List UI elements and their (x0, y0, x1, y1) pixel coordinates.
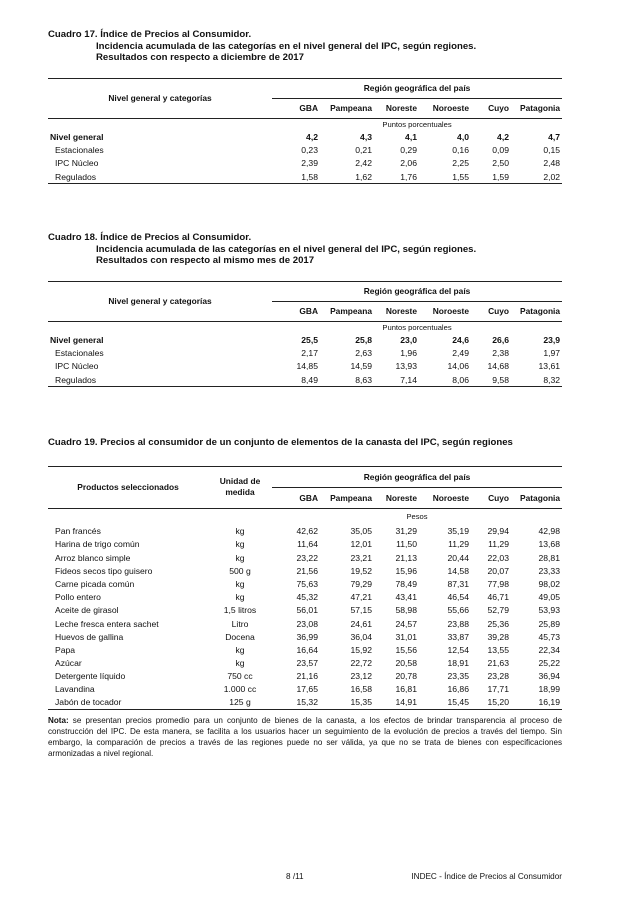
price-cell: 31,29 (395, 526, 417, 537)
price-cell: 33,87 (447, 631, 469, 642)
units-label: Puntos porcentuales (382, 323, 452, 333)
price-cell: 21,63 (487, 658, 509, 669)
cell: 25,5 (301, 335, 318, 346)
table-row (48, 144, 562, 157)
cuadro-17-table (48, 78, 562, 185)
cell: 1,97 (543, 348, 561, 359)
product-label: Fideos secos tipo guisero (55, 565, 153, 576)
price-cell: 20,78 (395, 671, 417, 682)
table-row (48, 334, 562, 347)
table-row (48, 683, 562, 696)
cuadro-18-category-header: Nivel general y categorías (108, 296, 212, 307)
cuadro-18-title-line2: Incidencia acumulada de las categorías en el nivel general del IPC, según regiones. (96, 243, 477, 255)
cell: 4,0 (457, 132, 469, 143)
unit-cell: kg (235, 658, 245, 669)
cell: 2,17 (301, 348, 318, 359)
price-cell: 17,65 (296, 684, 318, 695)
product-label: Arroz blanco simple (55, 552, 131, 563)
price-cell: 12,54 (447, 644, 469, 655)
product-label: Huevos de gallina (55, 631, 124, 642)
region-header-pampeana: Pampeana (330, 103, 372, 114)
table-row (48, 564, 562, 577)
price-cell: 28,81 (538, 552, 560, 563)
table-row (48, 360, 562, 373)
price-cell: 36,94 (538, 671, 560, 682)
cuadro-17-title-line2: Incidencia acumulada de las categorías en el nivel general del IPC, según regiones. (96, 40, 477, 52)
cell: 14,85 (296, 361, 318, 372)
price-cell: 35,19 (447, 526, 469, 537)
region-header-pampeana: Pampeana (330, 492, 372, 503)
table-row (48, 591, 562, 604)
unit-cell: kg (235, 539, 245, 550)
price-cell: 16,86 (447, 684, 469, 695)
unit-cell: 125 g (229, 697, 251, 708)
price-cell: 11,29 (448, 539, 469, 550)
price-cell: 20,58 (395, 658, 417, 669)
product-label: Pollo entero (55, 592, 101, 603)
cuadro-17-category-header: Nivel general y categorías (108, 93, 212, 104)
cell: 2,39 (301, 158, 318, 169)
price-cell: 77,98 (487, 578, 509, 589)
price-cell: 18,91 (447, 658, 469, 669)
price-cell: 52,79 (487, 605, 509, 616)
row-label: Regulados (55, 171, 97, 182)
cell: 2,42 (355, 158, 372, 169)
note-label: Nota: (48, 715, 69, 725)
price-cell: 49,05 (538, 592, 560, 603)
table-row (48, 643, 562, 656)
table-row (48, 373, 562, 387)
cell: 2,06 (400, 158, 417, 169)
row-label: IPC Núcleo (55, 361, 99, 372)
price-cell: 15,56 (395, 644, 417, 655)
region-header-noroeste: Noroeste (432, 306, 469, 317)
note-text: se presentan precios promedio para un conjunto de bienes de la canasta, a los efectos de brindar transparencia al proceso de construcción del IPC. De esta manera, se facilita a los usuarios hacer un seguimiento de la evolución de precios a través del tiempo. Sin embargo, la comparación de precios a través de las regiones puede no ser válida, ya que no se trata de bienes con especificaciones armonizadas a nivel regional. (48, 715, 563, 759)
region-header-noreste: Noreste (385, 103, 417, 114)
unit-cell: Docena (225, 631, 255, 642)
row-label: Estacionales (55, 145, 104, 156)
price-cell: 23,12 (350, 671, 372, 682)
price-cell: 36,04 (350, 631, 372, 642)
cell: 0,21 (355, 145, 372, 156)
cell: 2,38 (492, 348, 509, 359)
cuadro-17-title-line1: Cuadro 17. Índice de Precios al Consumidor. (48, 29, 252, 40)
table-row (48, 577, 562, 590)
cell: 0,29 (400, 145, 417, 156)
price-cell: 16,64 (296, 644, 318, 655)
cell: 8,32 (543, 374, 561, 385)
product-label: Pan francés (55, 526, 101, 537)
price-cell: 18,99 (538, 684, 560, 695)
cell: 4,7 (548, 132, 561, 143)
cell: 8,49 (301, 374, 318, 385)
table-row (48, 131, 562, 144)
cell: 13,61 (538, 361, 561, 372)
unit-cell: 500 g (229, 565, 251, 576)
cell: 2,25 (452, 158, 469, 169)
table-row (48, 157, 562, 170)
product-label: Harina de trigo común (55, 539, 140, 550)
price-cell: 23,88 (447, 618, 469, 629)
price-cell: 23,33 (538, 565, 560, 576)
price-cell: 45,32 (296, 592, 318, 603)
cell: 9,58 (492, 374, 509, 385)
table-row (48, 604, 562, 617)
price-cell: 23,57 (296, 658, 318, 669)
price-cell: 16,58 (350, 684, 372, 695)
region-header-patagonia: Patagonia (520, 306, 561, 317)
table-row (48, 525, 562, 538)
cell: 8,06 (452, 374, 469, 385)
price-cell: 45,73 (538, 631, 560, 642)
price-cell: 21,56 (296, 565, 318, 576)
region-header-noroeste: Noroeste (432, 103, 469, 114)
table-row (48, 538, 562, 551)
price-cell: 42,62 (296, 526, 318, 537)
price-cell: 24,57 (395, 618, 417, 629)
price-cell: 23,08 (296, 618, 318, 629)
cell: 4,2 (497, 132, 509, 143)
price-cell: 78,49 (395, 578, 417, 589)
unit-cell: kg (235, 552, 245, 563)
table-row (48, 551, 562, 564)
cuadro-19-body (48, 525, 562, 710)
cell: 1,76 (400, 171, 417, 182)
cell: 1,55 (452, 171, 469, 182)
cell: 23,9 (543, 335, 561, 346)
price-cell: 75,63 (296, 578, 318, 589)
cell: 14,06 (447, 361, 469, 372)
price-cell: 21,16 (296, 671, 318, 682)
region-header-cuyo: Cuyo (488, 103, 509, 114)
unit-cell: kg (235, 592, 245, 603)
row-label: Nivel general (50, 335, 104, 346)
cell: 2,48 (543, 158, 561, 169)
cell: 0,23 (301, 145, 318, 156)
cell: 2,49 (452, 348, 469, 359)
price-cell: 15,45 (447, 697, 469, 708)
units-label: Puntos porcentuales (382, 120, 452, 130)
product-label: Papa (55, 644, 76, 655)
table-row (48, 670, 562, 683)
price-cell: 13,68 (538, 539, 560, 550)
cuadro-18-table (48, 281, 562, 388)
price-cell: 25,22 (538, 658, 560, 669)
cuadro-18-title-line1: Cuadro 18. Índice de Precios al Consumidor. (48, 232, 252, 243)
unit-cell: kg (235, 578, 245, 589)
region-header-noreste: Noreste (385, 492, 417, 503)
cuadro-19-note (48, 715, 562, 760)
region-header-pampeana: Pampeana (330, 306, 372, 317)
row-label: IPC Núcleo (55, 158, 99, 169)
price-cell: 39,28 (487, 631, 509, 642)
price-cell: 58,98 (395, 605, 417, 616)
cell: 14,59 (350, 361, 372, 372)
table-row (48, 630, 562, 643)
price-cell: 23,35 (447, 671, 469, 682)
unit-cell: kg (235, 526, 245, 537)
price-cell: 15,96 (395, 565, 417, 576)
table-row (48, 656, 562, 669)
footer-source: INDEC - Índice de Precios al Consumidor (411, 872, 562, 881)
price-cell: 15,35 (350, 697, 372, 708)
unit-cell: 1,5 litros (223, 605, 257, 616)
price-cell: 87,31 (447, 578, 469, 589)
price-cell: 46,71 (487, 592, 509, 603)
price-cell: 55,66 (447, 605, 469, 616)
product-label: Aceite de girasol (55, 605, 119, 616)
price-cell: 15,32 (296, 697, 318, 708)
product-label: Azúcar (55, 658, 82, 669)
page-number: 8 /11 (286, 872, 304, 881)
row-label: Estacionales (55, 348, 104, 359)
product-label: Carne picada común (55, 578, 135, 589)
price-cell: 20,44 (447, 552, 469, 563)
price-cell: 56,01 (296, 605, 318, 616)
region-header-gba: GBA (299, 103, 318, 114)
price-cell: 21,13 (395, 552, 417, 563)
price-cell: 23,22 (296, 552, 318, 563)
cell: 26,6 (492, 335, 509, 346)
price-cell: 19,52 (350, 565, 372, 576)
cell: 1,62 (355, 171, 372, 182)
cell: 23,0 (400, 335, 417, 346)
cell: 4,1 (405, 132, 417, 143)
price-cell: 15,92 (350, 644, 372, 655)
product-label: Jabón de tocador (55, 697, 122, 708)
cell: 4,3 (360, 132, 372, 143)
price-cell: 42,98 (538, 526, 560, 537)
price-cell: 11,50 (396, 539, 417, 550)
cell: 25,8 (355, 335, 372, 346)
price-cell: 17,71 (487, 684, 509, 695)
region-header-noreste: Noreste (385, 306, 417, 317)
product-label: Lavandina (55, 684, 95, 695)
product-label: Detergente líquido (55, 671, 126, 682)
row-label: Regulados (55, 374, 97, 385)
price-cell: 29,94 (487, 526, 509, 537)
price-cell: 25,36 (487, 618, 509, 629)
table-row (48, 347, 562, 360)
table-row (48, 170, 562, 184)
cell: 4,2 (306, 132, 318, 143)
price-cell: 22,03 (487, 552, 509, 563)
table-row (48, 617, 562, 630)
unit-cell: 1.000 cc (223, 684, 257, 695)
cell: 0,09 (492, 145, 509, 156)
region-header-patagonia: Patagonia (520, 103, 561, 114)
price-cell: 43,41 (395, 592, 417, 603)
cell: 7,14 (400, 374, 417, 385)
cuadro-19-title: Cuadro 19. Precios al consumidor de un conjunto de elementos de la canasta del IPC, según regiones (48, 437, 513, 448)
price-cell: 16,81 (395, 684, 417, 695)
cuadro-17-title-line3: Resultados con respecto a diciembre de 2017 (96, 52, 304, 64)
cuadro-19-region-header: Región geográfica del país (272, 466, 562, 487)
cuadro-19-table (48, 466, 562, 525)
region-header-cuyo: Cuyo (488, 492, 509, 503)
cell: 1,96 (400, 348, 417, 359)
price-cell: 22,34 (538, 644, 560, 655)
price-cell: 46,54 (447, 592, 469, 603)
price-cell: 11,29 (488, 539, 509, 550)
cuadro-18-title-line3: Resultados con respecto al mismo mes de 2017 (96, 255, 315, 267)
product-label: Leche fresca entera sachet (55, 618, 159, 629)
cell: 1,59 (492, 171, 509, 182)
price-cell: 14,91 (395, 697, 417, 708)
region-header-patagonia: Patagonia (520, 492, 561, 503)
price-cell: 23,28 (487, 671, 509, 682)
cell: 2,50 (492, 158, 509, 169)
region-header-noroeste: Noroeste (432, 492, 469, 503)
unit-cell: 750 cc (227, 671, 253, 682)
cell: 2,02 (543, 171, 561, 182)
unit-cell: Litro (231, 618, 249, 629)
cuadro-18-region-header: Región geográfica del país (272, 281, 562, 301)
price-cell: 79,29 (350, 578, 372, 589)
cell: 2,63 (355, 348, 372, 359)
cuadro-19-unit-header: Unidad de medida (219, 476, 261, 498)
cell: 0,15 (543, 145, 561, 156)
price-cell: 15,20 (487, 697, 509, 708)
price-cell: 31,01 (395, 631, 417, 642)
unit-cell: kg (235, 644, 245, 655)
cuadro-18 (48, 232, 562, 387)
cell: 8,63 (355, 374, 372, 385)
cuadro-18-title (48, 232, 562, 267)
cell: 1,58 (301, 171, 318, 182)
cell: 13,93 (395, 361, 417, 372)
cell: 14,68 (487, 361, 509, 372)
price-cell: 98,02 (538, 578, 560, 589)
price-cell: 53,93 (538, 605, 560, 616)
region-header-cuyo: Cuyo (488, 306, 509, 317)
price-cell: 35,05 (350, 526, 372, 537)
price-cell: 20,07 (487, 565, 509, 576)
cuadro-19-product-header: Productos seleccionados (77, 482, 179, 493)
table-row (48, 696, 562, 709)
price-cell: 25,89 (538, 618, 560, 629)
price-cell: 36,99 (296, 631, 318, 642)
price-cell: 57,15 (350, 605, 372, 616)
cell: 24,6 (452, 335, 469, 346)
cell: 0,16 (452, 145, 469, 156)
cuadro-19 (48, 437, 562, 760)
region-header-gba: GBA (299, 306, 318, 317)
price-cell: 23,21 (350, 552, 372, 563)
cuadro-17-title (48, 29, 562, 64)
price-cell: 24,61 (350, 618, 372, 629)
price-cell: 22,72 (350, 658, 372, 669)
price-cell: 14,58 (447, 565, 469, 576)
units-label: Pesos (406, 512, 428, 522)
cuadro-17 (48, 29, 562, 184)
price-cell: 12,01 (350, 539, 372, 550)
cuadro-17-region-header: Región geográfica del país (272, 78, 562, 98)
price-cell: 47,21 (350, 592, 372, 603)
price-cell: 16,19 (538, 697, 560, 708)
price-cell: 11,64 (297, 539, 318, 550)
price-cell: 13,55 (487, 644, 509, 655)
row-label: Nivel general (50, 132, 104, 143)
region-header-gba: GBA (299, 492, 318, 503)
